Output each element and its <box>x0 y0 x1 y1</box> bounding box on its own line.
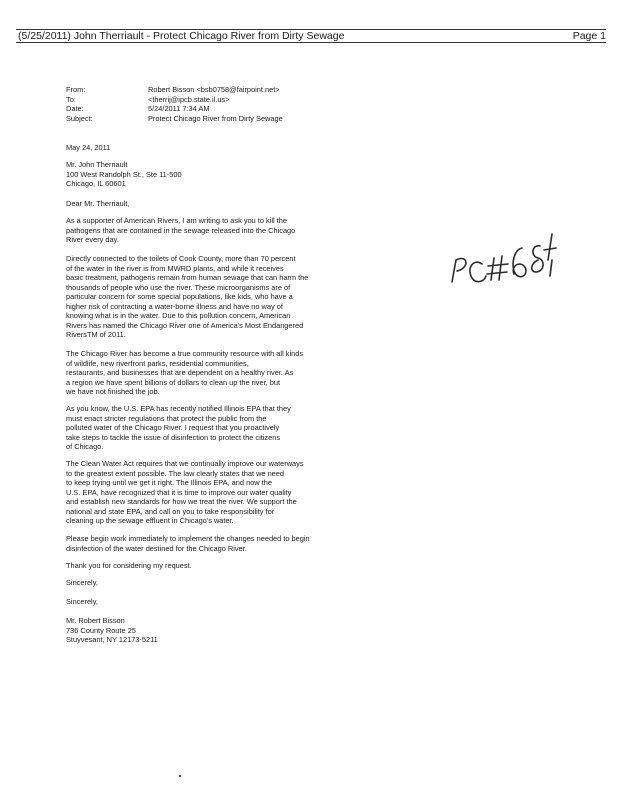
paragraph-line: national and state EPA, and call on you to take responsibility for <box>66 506 275 516</box>
paragraph-line: U.S. EPA, have recognized that it is time to improve our water quality <box>66 487 292 497</box>
to-value: <therrij@ipcb.state.il.us> <box>148 94 230 104</box>
email-metadata <box>66 85 283 123</box>
signature-block <box>66 616 158 645</box>
subject-label: Subject: <box>66 113 93 123</box>
scan-artifact-dot <box>179 775 181 777</box>
salutation: Dear Mr. Therriault, <box>66 199 130 208</box>
to-label: To: <box>66 94 76 104</box>
paragraph-1 <box>66 216 295 245</box>
page-header <box>16 29 606 43</box>
header-title: (5/25/2011) John Therriault - Protect Chicago River from Dirty Sewage <box>18 30 345 42</box>
paragraph-line: thousands of people who use the river. These microorganisms are of <box>66 282 291 292</box>
paragraph-line: a region we have spent billions of dollars to clean up the river, but <box>66 377 281 387</box>
paragraph-3 <box>66 349 303 397</box>
date-value: 5/24/2011 7:34 AM <box>148 104 210 114</box>
paragraph-line: Thank you for considering my request. <box>66 561 192 570</box>
handwritten-stamp <box>448 224 558 294</box>
paragraph-line: cleaning up the sewage effluent in Chicago's water. <box>66 516 234 525</box>
paragraph-line: River every day. <box>66 235 119 244</box>
date-row <box>66 104 283 114</box>
paragraph-line: must enact stricter regulations that protect the public from the <box>66 413 267 423</box>
closing-2: Sincerely, <box>66 597 98 606</box>
paragraph-2 <box>66 254 308 340</box>
paragraph-line: pathogens that are contained in the sewage released into the Chicago <box>66 225 296 235</box>
address-line: Mr. John Therriault <box>66 160 128 169</box>
signature-line: Mr. Robert Bisson <box>66 616 125 625</box>
paragraph-line: to the greatest extent possible. The law clearly states that we need <box>66 468 285 478</box>
paragraph-line: particular concern for some special populations, like kids, who have a <box>66 292 293 301</box>
signature-line: 736 County Route 25 <box>66 625 136 635</box>
paragraph-line: and establish new standards for how we treat the river. We support the <box>66 497 297 506</box>
subject-row <box>66 114 283 124</box>
to-row <box>66 95 283 105</box>
from-row <box>66 85 283 95</box>
paragraph-line: RiversTM of 2011. <box>66 330 126 339</box>
paragraph-4 <box>66 404 291 452</box>
paragraph-line: Please begin work immediately to implement the changes needed to begin <box>66 534 310 543</box>
letter-date: May 24, 2011 <box>66 143 111 152</box>
paragraph-line: polluted water of the Chicago River. I request that you proactively <box>66 423 280 432</box>
paragraph-line: knowing what is in the water. Due to this pollution concern, American <box>66 311 291 320</box>
paragraph-line: The Chicago River has become a true community resource with all kinds <box>66 349 304 358</box>
date-label: Date: <box>66 104 84 114</box>
paragraph-line: take steps to tackle the issue of disinfection to protect the citizens <box>66 432 281 442</box>
paragraph-line: higher risk of contracting a water-borne illness and have no way of <box>66 301 283 311</box>
paragraph-line: to keep trying until we get it right. The Illinois EPA, and now the <box>66 478 272 487</box>
paragraph-line: As you know, the U.S. EPA has recently notified Illinois EPA that they <box>66 404 291 413</box>
paragraph-6 <box>66 534 310 553</box>
paragraph-line: of wildlife, new riverfront parks, residential communities, <box>66 358 249 368</box>
paragraph-line: Rivers has named the Chicago River one of America's Most Endangered <box>66 320 304 330</box>
paragraph-line: Directly connected to the toilets of Cook County, more than 70 percent <box>66 254 296 263</box>
stamp-text: PC# 6864 <box>448 224 453 225</box>
subject-value: Protect Chicago River from Dirty Sewage <box>148 113 283 123</box>
page-number: Page 1 <box>572 30 606 42</box>
signature-line: Stuyvesant, NY 12173-5211 <box>66 635 158 644</box>
paragraph-line: we have not finished the job. <box>66 387 160 396</box>
address-line: 100 West Randolph St., Ste 11-500 <box>66 169 182 179</box>
paragraph-line: basic treatment, pathogens remain from human sewage that can harm the <box>66 273 309 282</box>
header-bottom-rule <box>16 42 606 43</box>
paragraph-line: The Clean Water Act requires that we continually improve our waterways <box>66 459 304 468</box>
paragraph-line: restaurants, and businesses that are dependent on a healthy river. As <box>66 368 294 377</box>
paragraph-line: As a supporter of American Rivers, I am writing to ask you to kill the <box>66 216 287 225</box>
paragraph-5 <box>66 459 304 526</box>
recipient-address <box>66 160 182 189</box>
paragraph-line: of Chicago. <box>66 442 104 451</box>
address-line: Chicago, IL 60601 <box>66 179 126 188</box>
from-value: Robert Bisson <bsb0758@fairpoint.net> <box>148 85 280 94</box>
paragraph-7 <box>66 561 192 571</box>
closing-1: Sincerely, <box>66 578 98 587</box>
paragraph-line: disinfection of the water destined for the Chicago River. <box>66 543 247 553</box>
paragraph-line: of the water in the river is from MWRD plants, and while it receives <box>66 263 284 273</box>
from-label: From: <box>66 85 86 94</box>
